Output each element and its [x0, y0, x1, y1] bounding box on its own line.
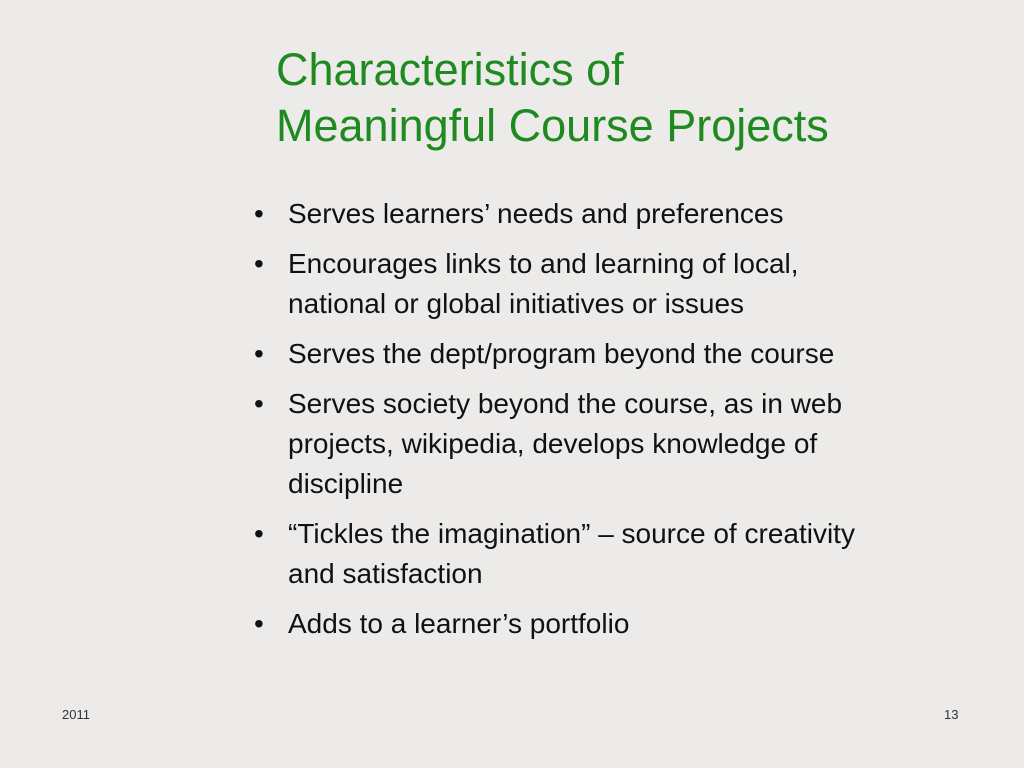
bullet-item [250, 244, 1010, 324]
bullet-item [250, 604, 1010, 644]
bullet-text: national or global initiatives or issues [288, 288, 745, 319]
bullet-text: Encourages links to and learning of local, [288, 248, 799, 279]
bullet-list [250, 194, 1010, 654]
bullet-text: and satisfaction [288, 558, 483, 589]
slide-title-line-1: Characteristics of [276, 44, 624, 95]
footer-date: 2011 [62, 707, 90, 722]
bullet-text: projects, wikipedia, develops knowledge of [288, 428, 818, 459]
bullet-dot: • [254, 198, 264, 229]
bullet-text: discipline [288, 468, 404, 499]
bullet-text: Serves the dept/program beyond the course [288, 338, 835, 369]
bullet-text: Adds to a learner’s portfolio [288, 608, 630, 639]
bullet-text: “Tickles the imagination” – source of creativity [288, 518, 855, 549]
bullet-dot: • [254, 608, 264, 639]
slide-number: 13 [944, 707, 959, 722]
bullet-dot: • [254, 248, 264, 279]
bullet-item [250, 194, 1010, 234]
slide-title-line-2: Meaningful Course Projects [276, 100, 829, 151]
bullet-item [250, 334, 1010, 374]
bullet-item [250, 384, 1010, 504]
bullet-dot: • [254, 388, 264, 419]
bullet-text: Serves society beyond the course, as in web [288, 388, 843, 419]
bullet-dot: • [254, 338, 264, 369]
bullet-item [250, 514, 1010, 594]
bullet-dot: • [254, 518, 264, 549]
slide-title [276, 42, 1016, 154]
bullet-text: Serves learners’ needs and preferences [288, 198, 784, 229]
